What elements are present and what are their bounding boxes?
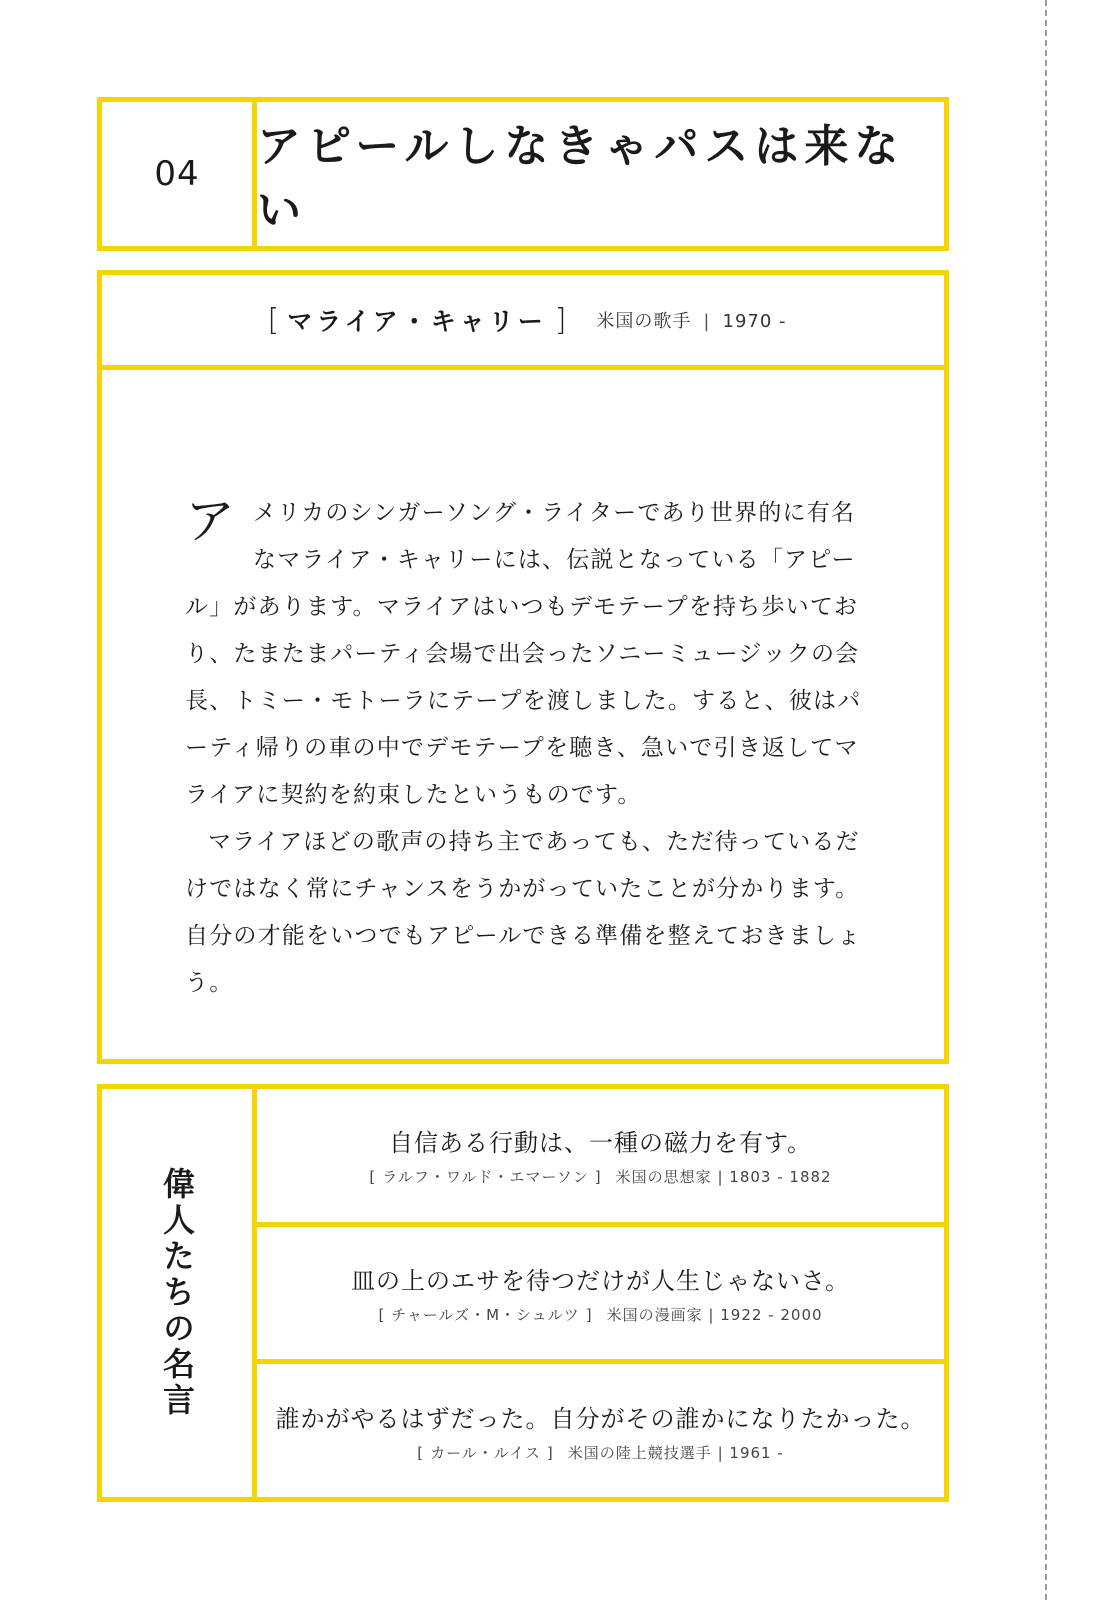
paragraph-1 (185, 490, 870, 819)
quote-source (378, 1304, 822, 1325)
quote-author: カール・ルイス (430, 1443, 541, 1462)
person-meta (596, 307, 786, 333)
quote-item (257, 1089, 944, 1227)
person-name: マライア・キャリー (287, 307, 547, 336)
quote-text: 自信ある行動は、一種の磁力を有す。 (388, 1129, 813, 1158)
paragraph-1-text: メリカのシンガーソング・ライターであり世界的に有名なマライア・キャリーには、伝説となっている「アピール」があります。マライアはいつもデモテープを持ち歩いており、たまたまパーティ会場で出会ったソニーミュージックの会長、トミー・モトーラにテープを渡しました。すると、彼はパーティ帰りの車の中でデモテープを聴き、急いで引き返してマライアに契約を約束したというものです。 (185, 500, 862, 808)
quote-author-role: 米国の思想家 (615, 1168, 712, 1187)
quote-item (257, 1227, 944, 1365)
person-role: 米国の歌手 (596, 311, 692, 332)
chapter-title: アピールしなきゃパスは来ない (257, 121, 905, 236)
bracket-close: ] (585, 1306, 593, 1324)
bracket-open: [ (267, 302, 280, 338)
quote-text: 誰かがやるはずだった。自分がその誰かになりたかった。 (275, 1404, 926, 1433)
quote-separator: | (708, 1306, 715, 1324)
quote-source (369, 1166, 831, 1187)
quote-author-years: 1922 - 2000 (720, 1306, 823, 1324)
bracket-open: [ (369, 1168, 377, 1187)
bracket-open: [ (417, 1443, 425, 1462)
quotes-label: 偉人たちの名言 (158, 1167, 196, 1419)
quote-separator: | (717, 1443, 724, 1462)
bracket-close: ] (546, 1443, 554, 1462)
bracket-close: ] (554, 302, 567, 338)
quote-author-years: 1961 - (729, 1443, 784, 1462)
chapter-number: 04 (102, 102, 257, 246)
bracket-close: ] (594, 1168, 602, 1187)
quote-item (257, 1364, 944, 1497)
quote-author: チャールズ・M・シュルツ (391, 1306, 580, 1324)
quote-author-role: 米国の陸上競技選手 (567, 1443, 712, 1462)
page-cut-line (1045, 0, 1047, 1600)
quote-text: 皿の上のエサを待つだけが人生じゃないさ。 (350, 1267, 851, 1295)
bracket-open: [ (378, 1306, 386, 1324)
story-section (97, 270, 949, 1064)
drop-cap: ア (185, 492, 237, 550)
chapter-header (97, 97, 949, 251)
quotes-section (97, 1084, 949, 1502)
quote-source (417, 1442, 784, 1463)
person-separator: | (703, 311, 711, 332)
quote-list (257, 1089, 944, 1497)
quote-separator: | (717, 1168, 724, 1187)
person-years: 1970 - (722, 311, 787, 332)
quote-author-years: 1803 - 1882 (729, 1168, 832, 1187)
person-heading (102, 275, 944, 370)
quote-author: ラルフ・ワルド・エマーソン (382, 1168, 589, 1187)
quotes-label-cell (102, 1089, 257, 1497)
story-body (185, 490, 870, 1007)
paragraph-2: マライアほどの歌声の持ち主であっても、ただ待っているだけではなく常にチャンスをうかがっていたことが分かります。自分の才能をいつでもアピールできる準備を整えておきましょう。 (185, 829, 862, 996)
quote-author-role: 米国の漫画家 (606, 1306, 703, 1324)
